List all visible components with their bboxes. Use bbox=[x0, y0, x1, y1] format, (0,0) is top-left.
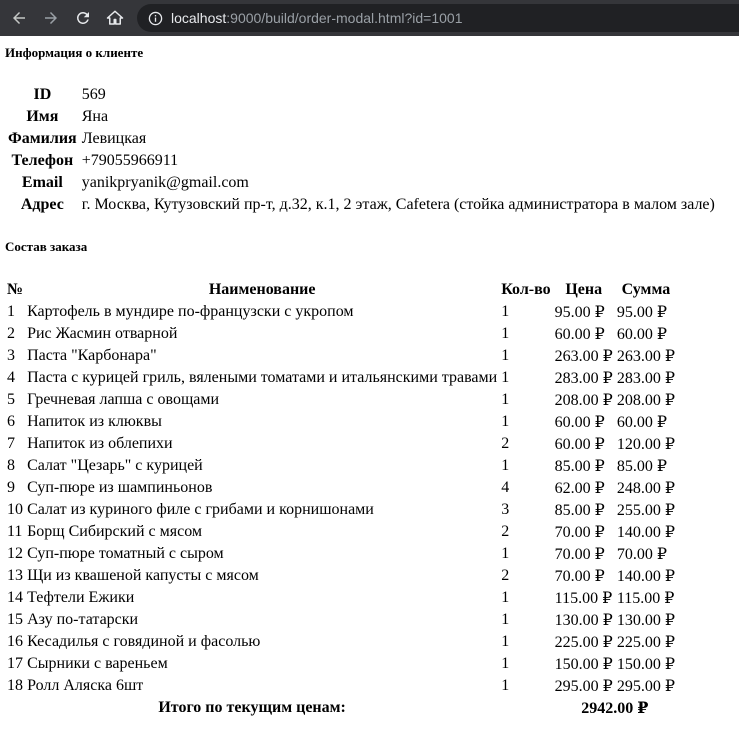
item-price: 208.00 ₽ bbox=[554, 392, 613, 409]
item-sum: 255.00 ₽ bbox=[616, 502, 676, 519]
item-price: 283.00 ₽ bbox=[554, 370, 613, 387]
order-item-row bbox=[5, 345, 677, 367]
item-qty: 1 bbox=[501, 611, 510, 628]
item-qty: 1 bbox=[501, 413, 510, 430]
item-name: Рис Жасмин отварной bbox=[27, 325, 178, 342]
total-label: Итого по текущим ценам: bbox=[158, 699, 346, 716]
item-name: Ролл Аляска 6шт bbox=[27, 677, 144, 694]
item-sum: 263.00 ₽ bbox=[616, 348, 676, 365]
item-qty: 3 bbox=[501, 501, 510, 518]
client-info-row bbox=[5, 84, 717, 106]
item-sum: 85.00 ₽ bbox=[616, 458, 668, 475]
item-qty: 1 bbox=[501, 633, 510, 650]
item-num: 1 bbox=[7, 303, 15, 320]
item-qty: 1 bbox=[501, 677, 510, 694]
url-text bbox=[171, 10, 462, 26]
order-item-row bbox=[5, 631, 677, 653]
item-qty: 1 bbox=[501, 325, 510, 342]
info-icon[interactable] bbox=[147, 10, 163, 26]
item-price: 115.00 ₽ bbox=[554, 590, 613, 607]
total-value: 2942.00 ₽ bbox=[581, 700, 649, 717]
item-num: 5 bbox=[7, 391, 15, 408]
item-qty: 2 bbox=[501, 435, 510, 452]
item-name: Салат "Цезарь" с курицей bbox=[27, 457, 203, 474]
item-name: Паста с курицей гриль, вялеными томатами и итальянскими травами bbox=[27, 369, 498, 386]
order-item-row bbox=[5, 477, 677, 499]
order-heading: Состав заказа bbox=[5, 239, 88, 254]
client-info-row bbox=[5, 194, 717, 216]
item-sum: 248.00 ₽ bbox=[616, 480, 676, 497]
client-field-label: ID bbox=[33, 86, 52, 103]
item-name: Напиток из облепихи bbox=[27, 435, 173, 452]
item-sum: 225.00 ₽ bbox=[616, 634, 676, 651]
order-item-row bbox=[5, 653, 677, 675]
client-field-value: yanikpryanik@gmail.com bbox=[81, 174, 249, 191]
item-name: Напиток из клюквы bbox=[27, 413, 162, 430]
item-num: 2 bbox=[7, 325, 15, 342]
item-sum: 120.00 ₽ bbox=[616, 436, 676, 453]
item-price: 225.00 ₽ bbox=[554, 634, 613, 651]
item-name: Сырники с вареньем bbox=[27, 655, 168, 672]
item-num: 18 bbox=[7, 677, 23, 694]
order-item-row bbox=[5, 521, 677, 543]
item-price: 130.00 ₽ bbox=[554, 612, 613, 629]
item-sum: 283.00 ₽ bbox=[616, 370, 676, 387]
client-field-label: Телефон bbox=[11, 152, 74, 169]
item-name: Суп-пюре из шампиньонов bbox=[27, 479, 213, 496]
order-table bbox=[5, 279, 677, 719]
order-item-row bbox=[5, 301, 677, 323]
client-info-row bbox=[5, 128, 717, 150]
total-spacer bbox=[499, 697, 552, 719]
item-sum: 95.00 ₽ bbox=[616, 304, 668, 321]
client-info-row bbox=[5, 106, 717, 128]
item-price: 70.00 ₽ bbox=[554, 546, 605, 563]
item-price: 85.00 ₽ bbox=[554, 502, 605, 519]
item-name: Гречневая лапша с овощами bbox=[27, 391, 220, 408]
client-field-label: Email bbox=[21, 174, 63, 191]
item-price: 62.00 ₽ bbox=[554, 480, 605, 497]
client-info-heading: Информация о клиенте bbox=[5, 45, 144, 60]
item-num: 3 bbox=[7, 347, 15, 364]
reload-icon[interactable] bbox=[73, 8, 93, 28]
item-sum: 60.00 ₽ bbox=[616, 414, 668, 431]
item-qty: 4 bbox=[501, 479, 510, 496]
item-qty: 1 bbox=[501, 589, 510, 606]
item-qty: 1 bbox=[501, 303, 510, 320]
client-field-label: Адрес bbox=[20, 196, 64, 213]
browser-toolbar bbox=[0, 0, 739, 36]
item-price: 60.00 ₽ bbox=[554, 414, 605, 431]
col-header-price: Цена bbox=[565, 281, 603, 298]
item-name: Суп-пюре томатный с сыром bbox=[27, 545, 224, 562]
item-num: 8 bbox=[7, 457, 15, 474]
item-qty: 1 bbox=[501, 391, 510, 408]
item-sum: 140.00 ₽ bbox=[616, 568, 676, 585]
item-qty: 1 bbox=[501, 369, 510, 386]
item-num: 14 bbox=[7, 589, 23, 606]
order-item-row bbox=[5, 543, 677, 565]
order-item-row bbox=[5, 565, 677, 587]
item-price: 70.00 ₽ bbox=[554, 568, 605, 585]
item-sum: 70.00 ₽ bbox=[616, 546, 668, 563]
order-item-row bbox=[5, 433, 677, 455]
item-name: Салат из куриного филе с грибами и корнишонами bbox=[27, 501, 374, 518]
item-sum: 60.00 ₽ bbox=[616, 326, 668, 343]
item-num: 16 bbox=[7, 633, 23, 650]
order-item-row bbox=[5, 499, 677, 521]
item-num: 11 bbox=[7, 523, 23, 540]
item-num: 15 bbox=[7, 611, 23, 628]
item-num: 12 bbox=[7, 545, 23, 562]
item-num: 10 bbox=[7, 501, 23, 518]
item-name: Тефтели Ежики bbox=[27, 589, 135, 606]
item-name: Кесадилья с говядиной и фасолью bbox=[27, 633, 261, 650]
item-price: 70.00 ₽ bbox=[554, 524, 605, 541]
item-name: Картофель в мундире по-французски с укропом bbox=[27, 303, 354, 320]
home-icon[interactable] bbox=[105, 8, 125, 28]
client-field-label: Имя bbox=[26, 108, 59, 125]
client-field-value: 569 bbox=[81, 86, 106, 103]
col-header-sum: Сумма bbox=[621, 281, 671, 298]
col-header-name: Наименование bbox=[208, 281, 316, 298]
client-info-row bbox=[5, 150, 717, 172]
item-sum: 130.00 ₽ bbox=[616, 612, 676, 629]
client-info-table bbox=[5, 84, 717, 216]
item-sum: 295.00 ₽ bbox=[616, 678, 676, 695]
item-price: 60.00 ₽ bbox=[554, 326, 605, 343]
item-name: Паста "Карбонара" bbox=[27, 347, 157, 364]
item-num: 6 bbox=[7, 413, 15, 430]
item-name: Азу по-татарски bbox=[27, 611, 139, 628]
item-qty: 1 bbox=[501, 347, 510, 364]
item-price: 263.00 ₽ bbox=[554, 348, 613, 365]
item-sum: 208.00 ₽ bbox=[616, 392, 676, 409]
item-sum: 140.00 ₽ bbox=[616, 524, 676, 541]
col-header-num: № bbox=[7, 281, 24, 298]
order-item-row bbox=[5, 587, 677, 609]
item-qty: 1 bbox=[501, 457, 510, 474]
item-price: 85.00 ₽ bbox=[554, 458, 605, 475]
url-path: :9000/build/order-modal.html?id=1001 bbox=[226, 10, 463, 26]
item-price: 150.00 ₽ bbox=[554, 656, 613, 673]
item-num: 13 bbox=[7, 567, 23, 584]
client-field-value: +79055966911 bbox=[81, 152, 179, 169]
address-bar[interactable] bbox=[137, 4, 739, 32]
item-sum: 150.00 ₽ bbox=[616, 656, 676, 673]
item-num: 17 bbox=[7, 655, 23, 672]
forward-arrow-icon[interactable] bbox=[41, 8, 61, 28]
order-item-row bbox=[5, 323, 677, 345]
col-header-qty: Кол-во bbox=[501, 281, 551, 298]
item-num: 9 bbox=[7, 479, 15, 496]
item-qty: 1 bbox=[501, 545, 510, 562]
client-field-label: Фамилия bbox=[8, 130, 77, 147]
item-num: 7 bbox=[7, 435, 15, 452]
order-item-row bbox=[5, 411, 677, 433]
item-price: 60.00 ₽ bbox=[554, 436, 605, 453]
order-item-row bbox=[5, 675, 677, 697]
client-field-value: Яна bbox=[81, 108, 109, 125]
order-item-row bbox=[5, 367, 677, 389]
url-host: localhost bbox=[171, 10, 227, 26]
order-item-row bbox=[5, 609, 677, 631]
item-qty: 2 bbox=[501, 567, 510, 584]
order-header-row bbox=[5, 279, 677, 301]
item-price: 295.00 ₽ bbox=[554, 678, 613, 695]
item-qty: 2 bbox=[501, 523, 510, 540]
client-field-value: Левицкая bbox=[81, 130, 147, 147]
item-name: Борщ Сибирский с мясом bbox=[27, 523, 203, 540]
item-name: Щи из квашеной капусты с мясом bbox=[27, 567, 259, 584]
item-num: 4 bbox=[7, 369, 15, 386]
item-qty: 1 bbox=[501, 655, 510, 672]
order-item-row bbox=[5, 389, 677, 411]
item-sum: 115.00 ₽ bbox=[616, 590, 675, 607]
back-arrow-icon[interactable] bbox=[9, 8, 29, 28]
item-price: 95.00 ₽ bbox=[554, 304, 605, 321]
order-item-row bbox=[5, 455, 677, 477]
client-info-row bbox=[5, 172, 717, 194]
order-total-row bbox=[5, 697, 677, 719]
client-field-value: г. Москва, Кутузовский пр-т, д.32, к.1, 2 этаж, Cafetera (стойка администратора в малом зале) bbox=[81, 196, 715, 213]
